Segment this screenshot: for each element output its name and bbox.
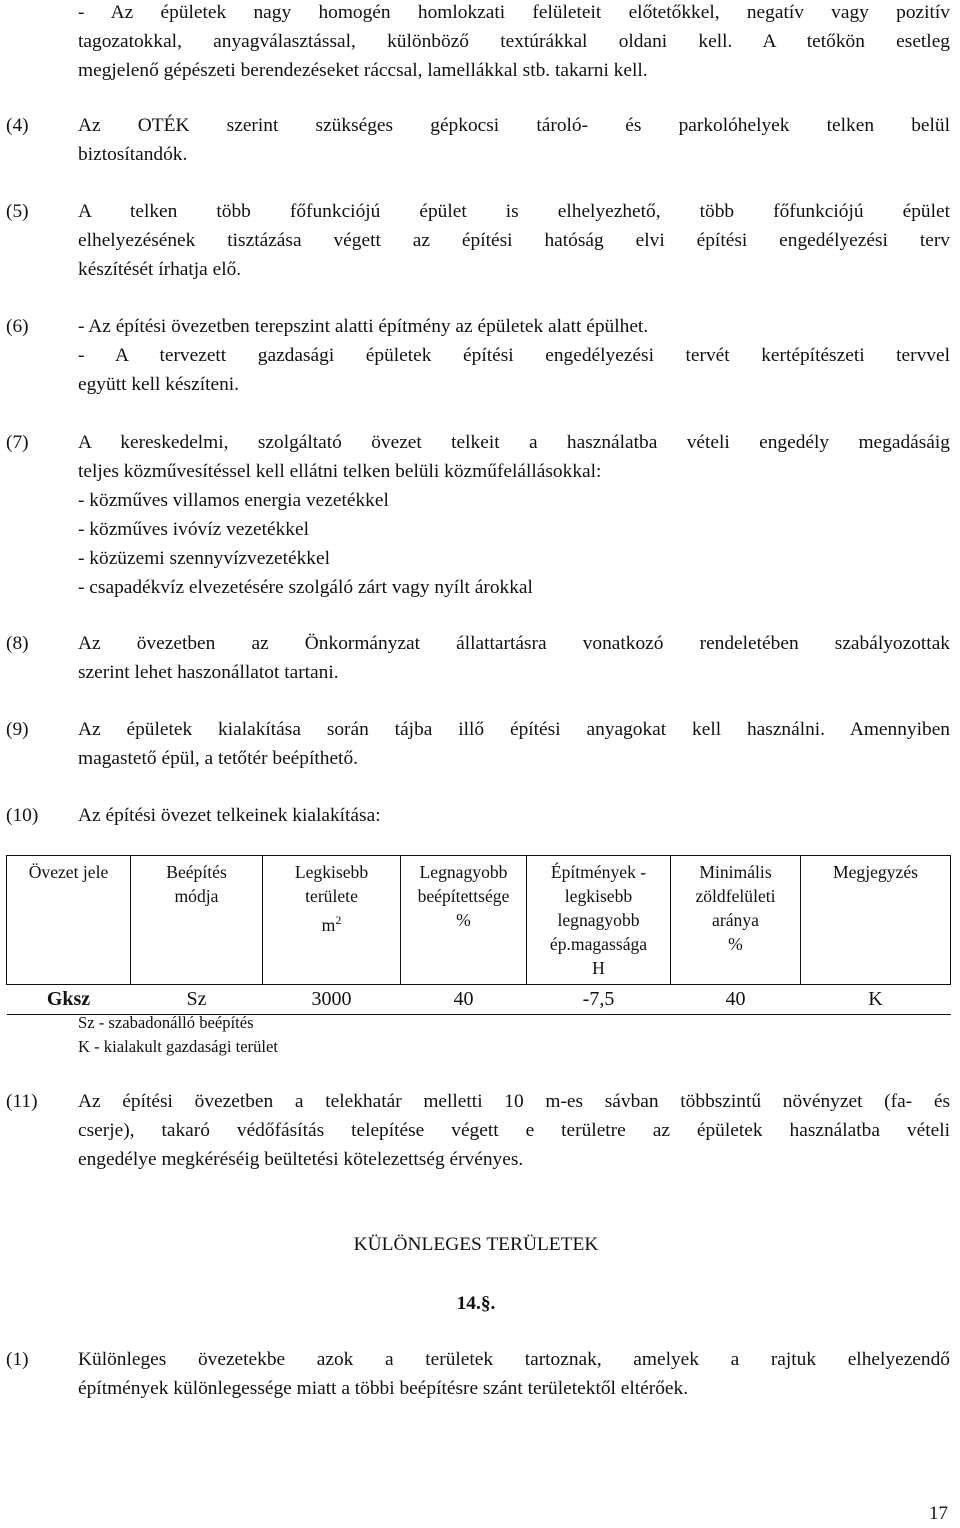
header-building-mode (131, 856, 263, 985)
cell-min-area: 3000 (263, 985, 401, 1015)
header-line: Övezet jele (28, 862, 109, 882)
header-superscript: 2 (335, 913, 342, 927)
cell-max-coverage: 40 (401, 985, 527, 1015)
text-line: megjelenő gépészeti berendezéseket ráccsal, lamellákkal stb. takarni kell. (78, 60, 648, 81)
paragraph-number: (4) (6, 115, 29, 136)
header-line: Minimális (699, 862, 772, 882)
header-min-area (263, 856, 401, 985)
text-line: A telken több főfunkciójú épület is elhelyezhető, több főfunkciójú épület (78, 201, 950, 222)
paragraph-number: (9) (6, 719, 29, 740)
paragraph-4 (6, 111, 950, 169)
paragraph-10 (6, 801, 950, 830)
header-line: H (592, 958, 605, 978)
header-line: aránya (712, 910, 759, 930)
header-line: ép.magassága (549, 934, 648, 954)
header-min-green-area (671, 856, 801, 985)
section-title: KÜLÖNLEGES TERÜLETEK (353, 1234, 599, 1255)
cell-min-green-area: 40 (671, 985, 801, 1015)
header-line: % (728, 934, 743, 954)
header-building-height (527, 856, 671, 985)
list-item: - közüzemi szennyvízvezetékkel (78, 548, 330, 569)
text-line: Az épületek kialakítása során tájba illő építési anyagokat kell használni. Amennyiben (78, 719, 950, 740)
header-line: zöldfelületi (695, 886, 776, 906)
header-line: beépítettsége (417, 886, 510, 906)
list-item: - közműves ivóvíz vezetékkel (78, 519, 309, 540)
text-line: engedélye megkéréséig beültetési kötelezettség érvényes. (78, 1149, 524, 1170)
list-item: - csapadékvíz elvezetésére szolgáló zárt vagy nyílt árokkal (78, 577, 533, 598)
text-line: - Az épületek nagy homogén homlokzati felületeit előtetőkkel, negatív vagy pozitív (78, 2, 950, 23)
intro-paragraph (6, 0, 950, 85)
header-line: Legkisebb (294, 862, 369, 882)
cell-zone-code: Gksz (7, 985, 131, 1015)
header-line: módja (174, 886, 219, 906)
text-line: magastető épül, a tetőtér beépíthető. (78, 748, 358, 769)
header-note (801, 856, 951, 985)
paragraph-number: (1) (6, 1349, 29, 1370)
paragraph-9 (6, 715, 950, 773)
text-line: Az OTÉK szerint szükséges gépkocsi tároló- és parkolóhelyek telken belül (78, 115, 950, 136)
list-item: - közműves villamos energia vezetékkel (78, 490, 389, 511)
header-line: Legnagyobb (419, 862, 508, 882)
page-number: 17 (929, 1503, 948, 1524)
paragraph-number: (8) (6, 633, 29, 654)
text-line: biztosítandók. (78, 144, 188, 165)
header-line: m (321, 914, 336, 935)
paragraph-11 (6, 1087, 950, 1174)
text-line: - Az építési övezetben terepszint alatti építmény az épületek alatt épülhet. (78, 316, 649, 337)
text-line: Az övezetben az Önkormányzat állattartásra vonatkozó rendeletében szabályozottak (78, 633, 950, 654)
paragraph-number: (11) (6, 1091, 38, 1112)
table-row (7, 985, 951, 1015)
table-header-row (7, 856, 951, 985)
paragraph-7 (6, 428, 950, 602)
paragraph-5 (6, 197, 950, 284)
legend-item: Sz - szabadonálló beépítés (78, 1013, 254, 1032)
paragraph-1 (6, 1345, 950, 1403)
header-line: legnagyobb (557, 910, 640, 930)
paragraph-number: (5) (6, 201, 29, 222)
text-line: együtt kell készíteni. (78, 374, 240, 395)
cell-note: K (801, 985, 951, 1015)
text-line: Az építési övezet telkeinek kialakítása: (78, 805, 381, 826)
paragraph-number: (6) (6, 316, 29, 337)
text-line: Az építési övezetben a telekhatár melletti 10 m-es sávban többszintű növényzet (fa- és (78, 1091, 950, 1112)
text-line: cserje), takaró védőfásítás telepítése végett e területre az épületek használatba vételi (78, 1120, 950, 1141)
header-line: Megjegyzés (832, 862, 918, 882)
zoning-table (6, 855, 951, 1015)
paragraph-6 (6, 312, 950, 399)
text-line: A kereskedelmi, szolgáltató övezet telkeit a használatba vételi engedély megadásáig (78, 432, 950, 453)
cell-building-height: -7,5 (527, 985, 671, 1015)
header-zone-code (7, 856, 131, 985)
header-line: Beépítés (166, 862, 227, 882)
paragraph-8 (6, 629, 950, 687)
header-line: legkisebb (564, 886, 633, 906)
text-line: tagozatokkal, anyagválasztással, különböző textúrákkal oldani kell. A tetőkön esetleg (78, 31, 950, 52)
text-line: elhelyezésének tisztázása végett az építési hatóság elvi építési engedélyezési terv (78, 230, 950, 251)
header-line: % (456, 910, 471, 930)
paragraph-number: (7) (6, 432, 29, 453)
text-line: építmények különlegessége miatt a többi beépítésre szánt területektől eltérőek. (78, 1378, 689, 1399)
table-legend (78, 1011, 278, 1059)
cell-building-mode: Sz (131, 985, 263, 1015)
text-line: teljes közművesítéssel kell ellátni telken belüli közműfelállásokkal: (78, 461, 602, 482)
text-line: készítését írhatja elő. (78, 259, 242, 280)
section-number: 14.§. (456, 1293, 496, 1314)
text-line: - A tervezett gazdasági épületek építési engedélyezési tervét kertépítészeti tervvel (78, 345, 950, 366)
header-max-coverage (401, 856, 527, 985)
text-line: szerint lehet haszonállatot tartani. (78, 662, 339, 683)
paragraph-number: (10) (6, 805, 39, 826)
text-line: Különleges övezetekbe azok a területek tartoznak, amelyek a rajtuk elhelyezendő (78, 1349, 950, 1370)
legend-item: K - kialakult gazdasági terület (78, 1037, 278, 1056)
header-line: Építmények - (550, 862, 647, 882)
header-line: területe (305, 886, 358, 906)
